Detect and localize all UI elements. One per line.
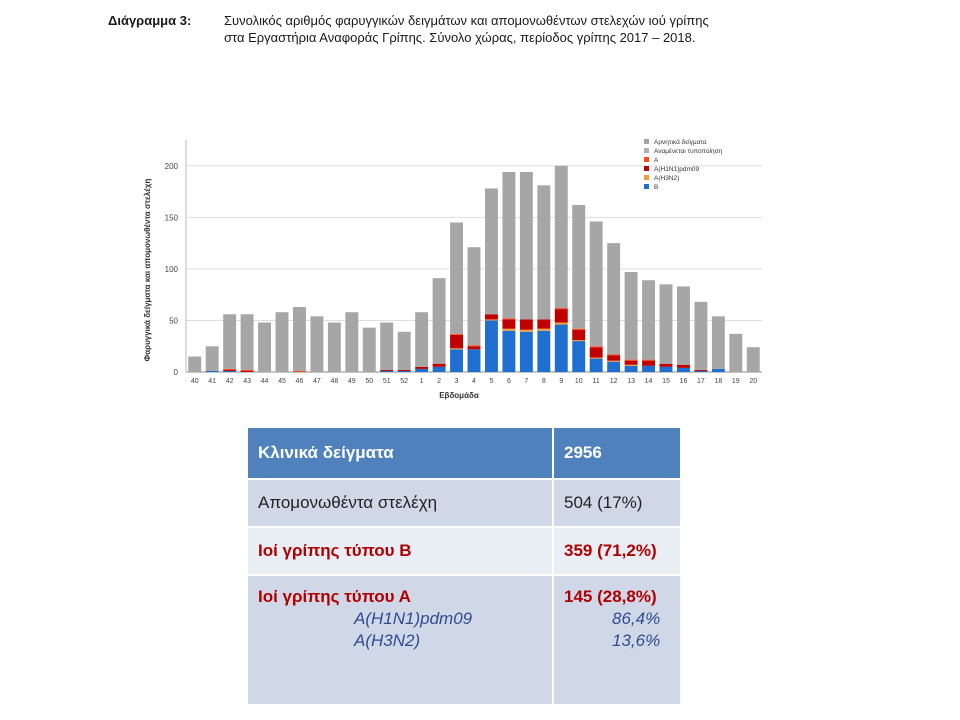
- bar-segment: [241, 370, 254, 371]
- y-axis-label: Φαρυγγικά δείγματα και απομονωθέντα στελέχη: [143, 178, 152, 362]
- bar-segment: [468, 346, 481, 349]
- x-tick-label: 19: [731, 378, 740, 385]
- bar-segment: [241, 371, 254, 372]
- x-tick-label: 41: [208, 378, 217, 385]
- bar-segment: [625, 365, 638, 366]
- bar-segment: [433, 278, 446, 364]
- legend-label: A(H1N1)pdm09: [654, 166, 700, 173]
- bar-segment: [590, 358, 603, 359]
- table-row: [247, 479, 681, 527]
- bar-segment: [485, 319, 498, 320]
- bar-segment: [415, 367, 428, 369]
- x-tick-label: 3: [454, 378, 459, 385]
- x-tick-label: 51: [382, 378, 391, 385]
- bar-segment: [520, 330, 533, 332]
- bar-segment: [694, 371, 707, 372]
- x-tick-label: 13: [627, 378, 635, 385]
- isolated-strains-value: 504 (17%): [553, 479, 681, 527]
- x-axis-label: Εβδομάδα: [439, 391, 479, 400]
- x-tick-label: 52: [400, 378, 409, 385]
- legend-swatch: [644, 139, 649, 144]
- x-tick-label: 49: [347, 378, 356, 385]
- bar-segment: [502, 319, 515, 328]
- bar-segment: [590, 347, 603, 357]
- bar-segment: [729, 334, 742, 372]
- bar-segment: [642, 366, 655, 372]
- x-tick-label: 42: [225, 378, 234, 385]
- chart-svg: [136, 130, 776, 410]
- bar-segment: [660, 284, 673, 363]
- x-tick-label: 11: [592, 378, 600, 385]
- bar-segment: [345, 312, 358, 372]
- y-tick-label: 50: [169, 316, 178, 326]
- table-header-row: [247, 427, 681, 479]
- bar-segment: [607, 362, 620, 372]
- bar-segment: [398, 371, 411, 372]
- x-tick-label: 8: [541, 378, 546, 385]
- bar-segment: [537, 331, 550, 372]
- bar-segment: [206, 371, 219, 372]
- bar-segment: [572, 329, 585, 330]
- y-tick-label: 0: [173, 368, 178, 377]
- bar-segment: [293, 371, 306, 372]
- x-tick-label: 44: [260, 378, 269, 385]
- bar-segment: [677, 368, 690, 372]
- bar-segment: [625, 272, 638, 360]
- bar-segment: [380, 370, 393, 371]
- legend-swatch: [644, 184, 649, 189]
- bar-segment: [537, 329, 550, 331]
- bar-segment: [555, 309, 568, 322]
- h3n2-value: 13,6%: [612, 631, 661, 650]
- bar-segment: [660, 364, 673, 367]
- bar-segment: [310, 316, 323, 372]
- y-tick-labels: [165, 162, 179, 377]
- bar-segment: [380, 323, 393, 370]
- bar-segment: [642, 361, 655, 366]
- x-tick-label: 46: [295, 378, 304, 385]
- bar-segment: [450, 334, 463, 335]
- bar-segment: [572, 330, 585, 340]
- bar-segment: [223, 370, 236, 371]
- y-tick-label: 150: [164, 213, 178, 223]
- bar-segment: [450, 335, 463, 348]
- bar-segment: [468, 345, 481, 346]
- y-tick-label: 200: [164, 161, 178, 171]
- bar-segment: [502, 318, 515, 319]
- table-row: [247, 527, 681, 575]
- x-tick-label: 4: [472, 378, 476, 385]
- bar-segment: [537, 319, 550, 328]
- bar-segment: [694, 302, 707, 370]
- bar-segment: [223, 314, 236, 369]
- caption-label: Διάγραμμα 3:: [108, 13, 192, 28]
- bar-segment: [468, 349, 481, 372]
- bar-segment: [380, 371, 393, 372]
- isolated-strains-label: Απομονωθέντα στελέχη: [247, 479, 553, 527]
- bar-segment: [520, 319, 533, 329]
- legend-swatch: [644, 166, 649, 171]
- bar-segment: [415, 312, 428, 367]
- bar-segment: [502, 172, 515, 318]
- type-a-value: 145 (28,8%): [564, 587, 657, 606]
- bar-segment: [590, 359, 603, 372]
- bar-segment: [625, 360, 638, 361]
- bar-segment: [520, 172, 533, 319]
- bar-segment: [520, 332, 533, 372]
- x-tick-label: 43: [243, 378, 251, 385]
- x-tick-label: 6: [506, 378, 511, 385]
- header-label: Κλινικά δείγματα: [247, 427, 553, 479]
- h1n1-label: A(H1N1)pdm09: [354, 609, 473, 628]
- bar-segment: [712, 316, 725, 369]
- legend: [644, 138, 723, 191]
- stacked-bar-chart: [136, 130, 776, 410]
- x-tick-label: 15: [662, 378, 670, 385]
- bar-segment: [468, 247, 481, 345]
- x-tick-label: 5: [489, 378, 494, 385]
- x-tick-label: 18: [714, 378, 723, 385]
- bar-segment: [572, 205, 585, 329]
- bar-segment: [625, 366, 638, 372]
- bar-segment: [572, 341, 585, 372]
- bar-segment: [450, 348, 463, 349]
- bar-segment: [677, 365, 690, 368]
- legend-swatch: [644, 148, 649, 153]
- bar-segment: [642, 280, 655, 359]
- bar-segment: [642, 360, 655, 361]
- type-b-value: 359 (71,2%): [553, 527, 681, 575]
- bar-segment: [712, 369, 725, 372]
- bar-segment: [485, 320, 498, 372]
- x-tick-label: 40: [190, 378, 199, 385]
- bar-segment: [450, 222, 463, 333]
- bar-segment: [241, 314, 254, 370]
- caption-line-1: Συνολικός αριθμός φαρυγγικών δειγμάτων και απομονωθέντων στελεχών ιού γρίπης: [224, 13, 709, 28]
- x-tick-label: 45: [278, 378, 286, 385]
- bar-segment: [276, 312, 289, 372]
- bar-segment: [607, 243, 620, 354]
- bar-segment: [607, 356, 620, 361]
- legend-swatch: [644, 157, 649, 162]
- bar-segment: [555, 308, 568, 309]
- table-row: [247, 575, 681, 705]
- bar-segment: [188, 357, 201, 372]
- bar-segment: [572, 340, 585, 341]
- x-tick-label: 50: [365, 378, 374, 385]
- bar-segment: [433, 364, 446, 367]
- bar-segment: [590, 346, 603, 347]
- type-a-cell: [247, 575, 553, 705]
- y-tick-label: 100: [164, 264, 178, 274]
- bar-segment: [555, 323, 568, 325]
- caption-line-2: στα Εργαστήρια Αναφοράς Γρίπης. Σύνολο χώρας, περίοδος γρίπης 2017 – 2018.: [224, 30, 696, 45]
- bar-segment: [450, 349, 463, 372]
- bar-segment: [747, 347, 760, 372]
- type-a-values-cell: [553, 575, 681, 705]
- bar-segment: [502, 329, 515, 331]
- bar-segment: [607, 361, 620, 362]
- x-tick-label: 12: [609, 378, 618, 385]
- x-tick-label: 9: [559, 378, 564, 385]
- bar-segment: [607, 354, 620, 355]
- header-value: 2956: [553, 427, 681, 479]
- legend-label: Αναμένεται τυποποίηση: [654, 148, 723, 155]
- bar-segment: [555, 325, 568, 372]
- bar-segment: [206, 346, 219, 371]
- x-tick-label: 7: [524, 378, 529, 385]
- bar-segment: [677, 286, 690, 364]
- legend-label: B: [654, 184, 659, 191]
- bar-segment: [223, 369, 236, 370]
- bar-segment: [363, 328, 376, 372]
- bar-segment: [293, 307, 306, 371]
- bar-segment: [398, 332, 411, 370]
- type-a-label: Ιοί γρίπης τύπου Α: [258, 587, 411, 606]
- bar-segment: [537, 185, 550, 319]
- bar-segment: [625, 361, 638, 365]
- x-tick-labels: [191, 378, 757, 385]
- type-b-label: Ιοί γρίπης τύπου Β: [247, 527, 553, 575]
- bar-segment: [398, 370, 411, 371]
- bar-segment: [590, 221, 603, 346]
- x-tick-label: 10: [574, 378, 583, 385]
- x-tick-label: 14: [644, 378, 653, 385]
- bar-segment: [660, 367, 673, 372]
- bar-segment: [555, 166, 568, 308]
- x-tick-label: 16: [679, 378, 688, 385]
- x-tick-label: 47: [313, 378, 321, 385]
- bar-segment: [415, 369, 428, 372]
- x-tick-label: 20: [749, 378, 758, 385]
- bar-segment: [502, 331, 515, 372]
- x-tick-label: 1: [419, 378, 424, 385]
- bar-segment: [328, 323, 341, 372]
- bar-segment: [485, 314, 498, 319]
- legend-label: A: [654, 157, 659, 164]
- bar-segment: [694, 370, 707, 371]
- bar-segment: [258, 323, 271, 372]
- h1n1-value: 86,4%: [612, 609, 661, 628]
- h3n2-label: A(H3N2): [354, 631, 421, 650]
- bar-segment: [223, 371, 236, 372]
- x-tick-label: 17: [697, 378, 705, 385]
- bar-segment: [433, 367, 446, 372]
- legend-swatch: [644, 175, 649, 180]
- legend-label: Αρνητικά δείγματα: [654, 139, 707, 146]
- summary-table: [246, 426, 682, 706]
- bar-segment: [485, 188, 498, 314]
- x-tick-label: 48: [330, 378, 339, 385]
- legend-label: A(H3N2): [654, 175, 680, 182]
- x-tick-label: 2: [437, 378, 442, 385]
